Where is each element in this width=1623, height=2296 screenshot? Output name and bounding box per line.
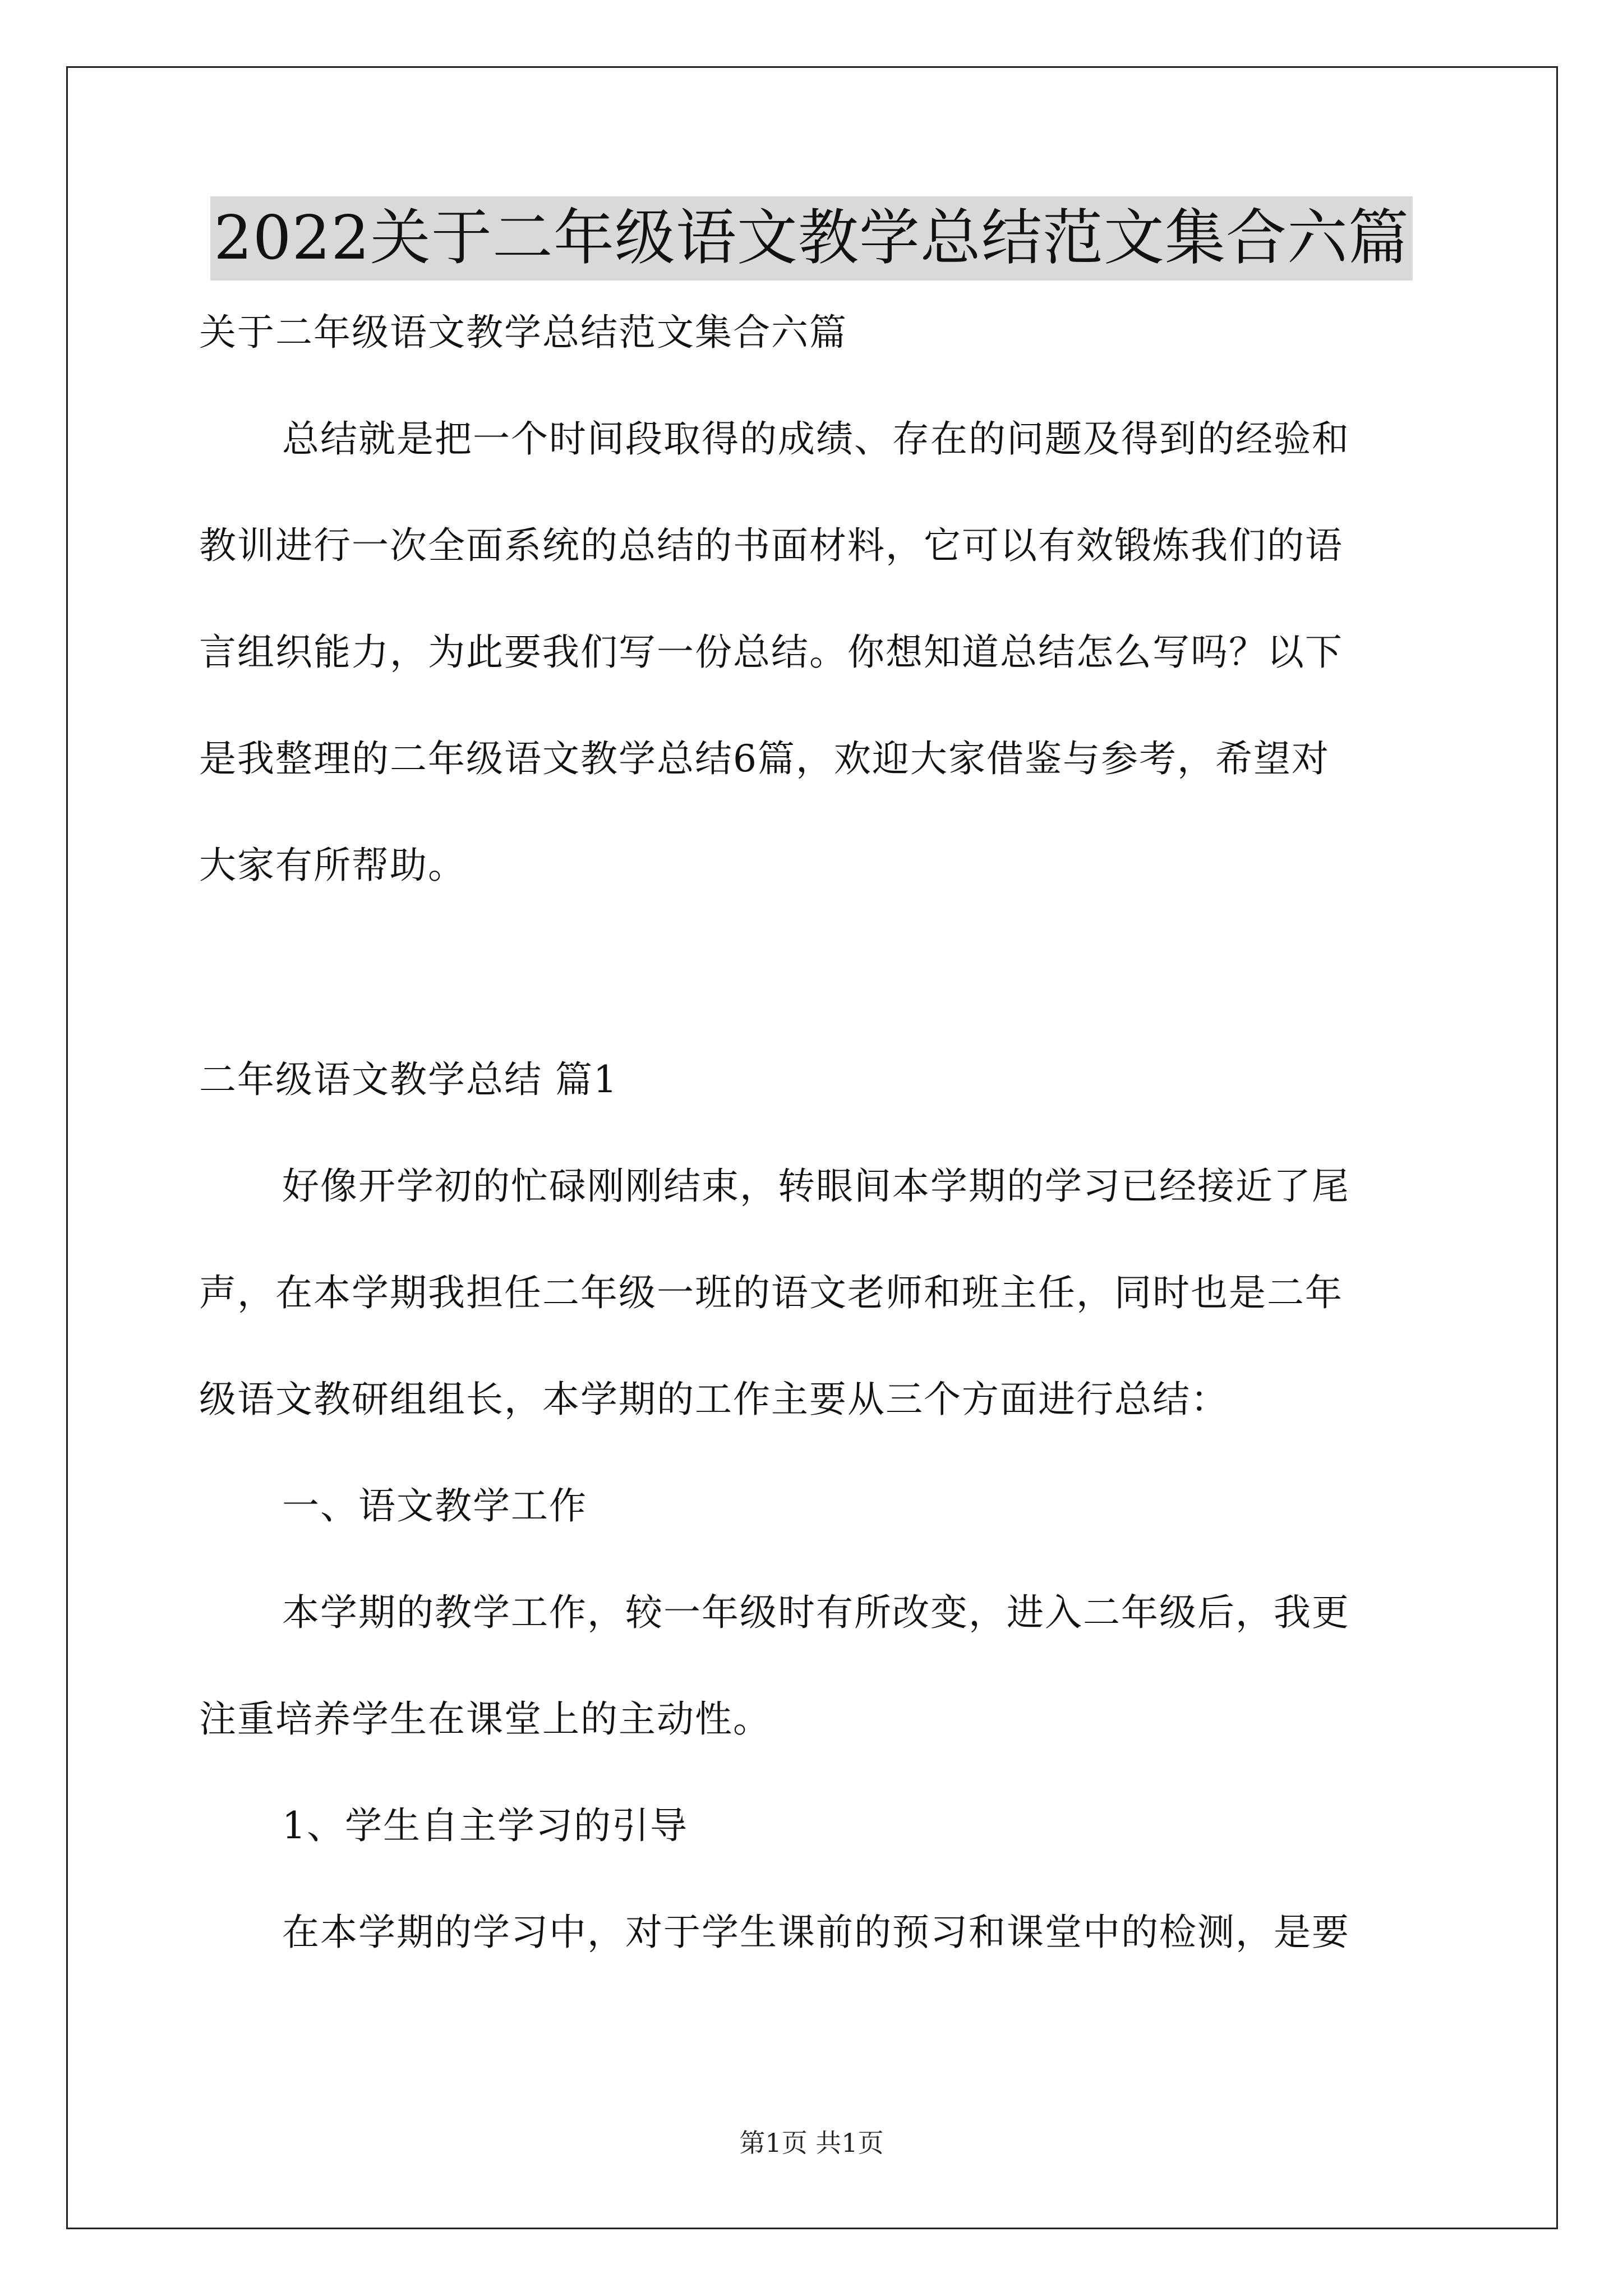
- paragraph-line: 声，在本学期我担任二年级一班的语文老师和班主任，同时也是二年: [199, 1271, 1343, 1314]
- paragraph-line: 注重培养学生在课堂上的主动性。: [199, 1697, 771, 1741]
- section-heading: 二年级语文教学总结 篇1: [199, 1058, 618, 1101]
- section-paragraph-3: [199, 1906, 1427, 1959]
- document-body: [199, 306, 1427, 1959]
- paragraph-line: 在本学期的学习中，对于学生课前的预习和课堂中的检测，是要: [282, 1911, 1350, 1954]
- subheading-self-study: 1、学生自主学习的引导: [282, 1804, 688, 1847]
- paragraph-line: 言组织能力，为此要我们写一份总结。你想知道总结怎么写吗？以下: [199, 631, 1343, 674]
- intro-paragraph: [199, 412, 1427, 892]
- document-subtitle: 关于二年级语文教学总结范文集合六篇: [199, 311, 847, 354]
- paragraph-line: 级语文教研组组长，本学期的工作主要从三个方面进行总结：: [199, 1378, 1229, 1421]
- paragraph-line: 总结就是把一个时间段取得的成绩、存在的问题及得到的经验和: [282, 417, 1350, 461]
- section-paragraph-1: [199, 1159, 1427, 1427]
- paragraph-line: 是我整理的二年级语文教学总结6篇，欢迎大家借鉴与参考，希望对: [199, 737, 1330, 780]
- subheading-teaching-work: 一、语文教学工作: [282, 1484, 587, 1527]
- page-footer: 第1页 共1页: [739, 2128, 884, 2158]
- paragraph-line: 本学期的教学工作，较一年级时有所改变，进入二年级后，我更: [282, 1591, 1350, 1634]
- title-wrap: [0, 196, 1623, 280]
- paragraph-line: 好像开学初的忙碌刚刚结束，转眼间本学期的学习已经接近了尾: [282, 1165, 1350, 1208]
- document-title: 2022关于二年级语文教学总结范文集合六篇: [210, 196, 1413, 280]
- section-paragraph-2: [199, 1586, 1427, 1746]
- paragraph-line: 大家有所帮助。: [199, 844, 466, 887]
- paragraph-line: 教训进行一次全面系统的总结的书面材料，它可以有效锻炼我们的语: [199, 524, 1343, 567]
